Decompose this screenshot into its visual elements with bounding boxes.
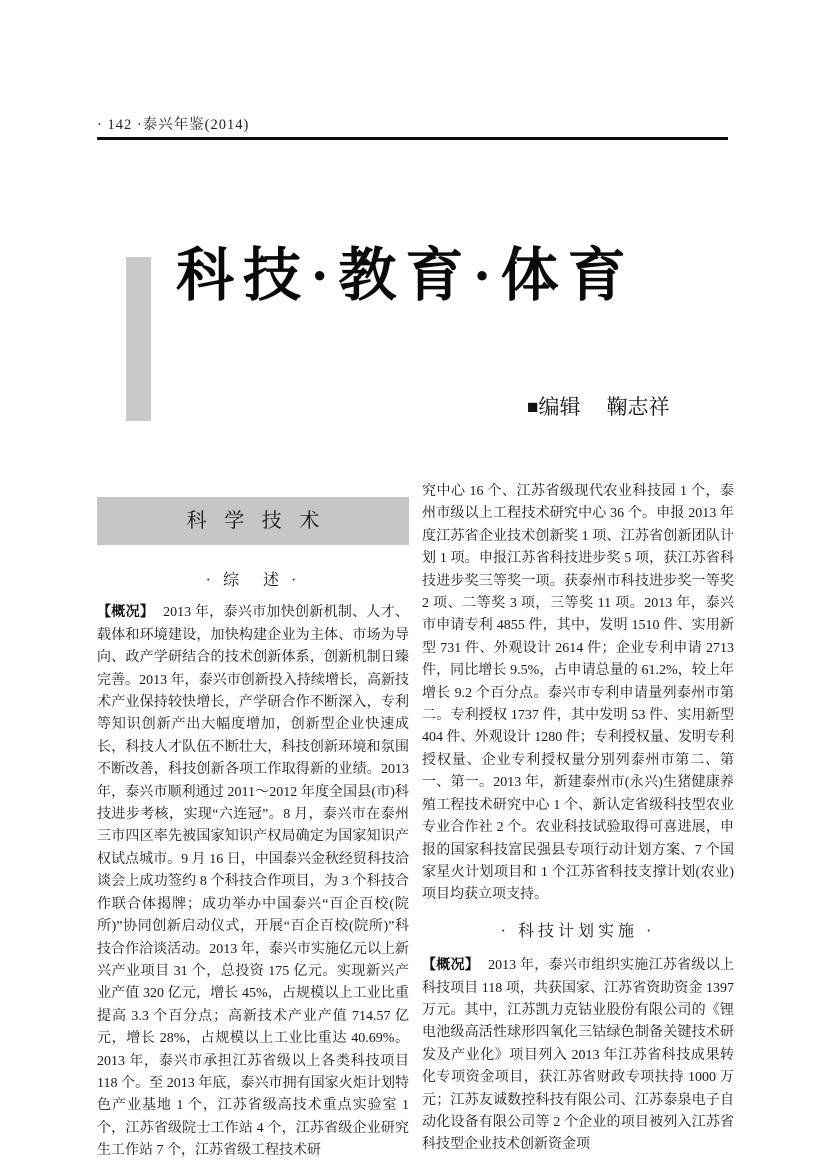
editor-line — [527, 391, 669, 421]
header-rule — [97, 137, 728, 140]
editor-square-icon: ■ — [527, 397, 539, 418]
editor-label: 编辑 — [538, 395, 581, 419]
chapter-title-bar — [126, 257, 151, 421]
plan-subheader: · 科技计划实施 · — [500, 922, 656, 940]
overview-subheader: · 综 述 · — [205, 572, 301, 589]
overview-continuation-text: 究中心 16 个、江苏省级现代农业科技园 1 个，泰州市级以上工程技术研究中心 36 个。申报 2013 年度江苏省企业技术创新奖 1 项、江苏省创新团队计划 1 项。申报江苏省科技进步奖 5 项，获江苏省科技进步奖三等奖一项。获泰州市科技进步奖一等奖 2 项、二等奖 3 项，三等奖 11 项。2013 年，泰兴市申请专利 4855 件，其中，发明 1510 件、实用新型 731 件、外观设计 2614 件；企业专利申请 2713 件，同比增长 9.5%，占申请总量的 61.2%，较上年增长 9.2 个百分点。泰兴市专利申请量列泰州市第二。专利授权 1737 件，其中发明 53 件、实用新型 404 件、外观设计 1280 件；专利授权量、发明专利授权量、企业专利授权量分别列泰州市第二、第一、第一。2013 年，新建泰州市(永兴)生猪健康养殖工程技术研究中心 1 个、新认定省级科技型农业专业合作社 2 个。农业科技试验取得可喜进展，申报的国家科技富民强县专项行动计划方案、7 个国家星火计划项目和 1 个江苏省科技支撑计划(农业)项目均获立项支持。 — [422, 484, 734, 903]
overview-paragraph-text: 2013 年，泰兴市加快创新机制、人才、载体和环境建设，加快构建企业为主体、市场为导向、政产学研结合的技术创新体系，创新机制日臻完善。2013 年，泰兴市创新投入持续增长，高新技术产业保持较快增长，产学研合作不断深入，专利等知识创新产出大幅度增加，创新型企业快速成长，科技人才队伍不断壮大，科技创新环境和氛围不断改善，科技创新各项工作取得新的业绩。2013 年，泰兴市顺利通过 2011～2012 年度全国县(市)科技进步考核，实现“六连冠”。8 月，泰兴市在泰州三市四区率先被国家知识产权局确定为国家知识产权试点城市。9 月 16 日，中国泰兴金秋经贸科技洽谈会上成功签约 8 个科技合作项目，为 3 个科技合作联合体揭牌；成功举办中国泰兴“百企百校(院所)”协同创新启动仪式，开展“百企百校(院所)”科技合作洽谈活动。2013 年，泰兴市实施亿元以上新兴产业项目 31 个，总投资 175 亿元。实现新兴产业产值 320 亿元，增长 45%，占规模以上工业比重提高 3.3 个百分点；高新技术产业产值 714.57 亿元，增长 28%，占规模以上工业比重达 40.69%。2013 年，泰兴市承担江苏省级以上各类科技项目 118 个。至 2013 年底，泰兴市拥有国家火炬计划特色产业基地 1 个，江苏省级高技术重点实验室 1 个，江苏省级院士工作站 4 个，江苏省级企业研究生工作站 7 个，江苏省级工程技术研 — [97, 605, 410, 1159]
overview-paragraph — [97, 600, 409, 1162]
left-column — [97, 497, 409, 1163]
page-folio: · 142 ·泰兴年鉴(2014) — [97, 117, 250, 133]
plan-paragraph — [422, 953, 734, 1157]
right-column — [422, 481, 734, 1157]
plan-paragraph-label: 【概况】 — [422, 956, 480, 973]
section-title-box — [97, 497, 409, 545]
section-title: 科 学 技 术 — [186, 509, 326, 532]
editor-name: 鞠志祥 — [606, 395, 670, 419]
overview-paragraph-label: 【概况】 — [97, 603, 155, 620]
plan-paragraph-text: 2013 年，泰兴市组织实施江苏省级以上科技项目 118 项，共获国家、江苏省资助资金 1397 万元。其中，江苏凯力克钴业股份有限公司的《锂电池级高活性球形四氧化三钴绿色制备关键技术研发及产业化》项目列入 2013 年江苏省科技成果转化专项资金项目，获江苏省财政专项扶持 1000 万元；江苏友诚数控科技有限公司、江苏泰泉电子自动化设备有限公司等 2 个企业的项目被列入江苏省科技型企业技术创新资金项 — [422, 958, 735, 1153]
overview-continuation-paragraph — [422, 481, 734, 907]
chapter-title: 科技·教育·体育 — [176, 243, 635, 308]
